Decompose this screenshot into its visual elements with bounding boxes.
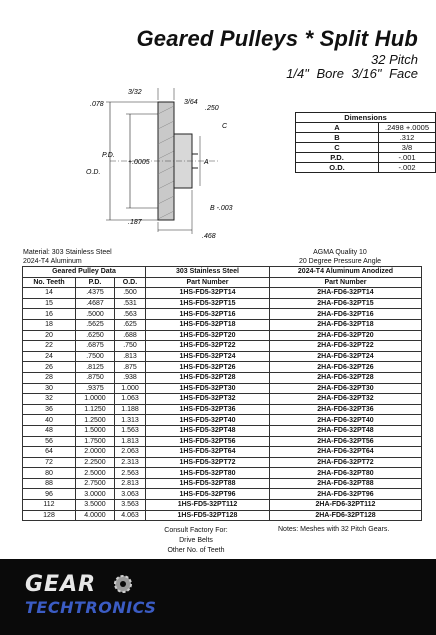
cell-part-aluminum: 2HA-FD6-32PT14 — [270, 288, 422, 299]
cell-part-aluminum: 2HA-FD6-32PT18 — [270, 319, 422, 330]
mesh-note: Notes: Meshes with 32 Pitch Gears. — [278, 526, 390, 533]
cell-teeth: 15 — [23, 298, 76, 309]
table-row — [23, 478, 422, 489]
table-row — [23, 457, 422, 468]
cell-part-aluminum: 2HA-FD6-32PT22 — [270, 341, 422, 352]
cell-teeth: 72 — [23, 457, 76, 468]
table-row — [23, 447, 422, 458]
table-row — [23, 372, 422, 383]
cell-part-aluminum: 2HA-FD6-32PT64 — [270, 447, 422, 458]
cell-teeth: 80 — [23, 468, 76, 479]
dim-tolerance: +.0005 — [128, 159, 150, 166]
dim-c: C — [222, 123, 228, 130]
table-row — [23, 351, 422, 362]
table-row — [23, 394, 422, 405]
agma-line-1: AGMA Quality 10 — [313, 249, 367, 256]
cell-teeth: 18 — [23, 319, 76, 330]
cell-part-stainless: 1HS-FD5-32PT20 — [146, 330, 270, 341]
dim-468: .468 — [202, 233, 216, 240]
dim-b: B -.003 — [210, 205, 233, 212]
cell-teeth: 28 — [23, 372, 76, 383]
cell-part-stainless: 1HS-FD5-32PT64 — [146, 447, 270, 458]
cell-teeth: 96 — [23, 489, 76, 500]
cell-pd: .8125 — [76, 362, 115, 373]
cell-od: .813 — [115, 351, 146, 362]
cell-teeth: 56 — [23, 436, 76, 447]
consult-line-1: Consult Factory For: — [164, 527, 228, 534]
dim-key: C — [296, 143, 379, 153]
dim-value: -.001 — [379, 153, 436, 163]
cell-part-aluminum: 2HA-FD6-32PT24 — [270, 351, 422, 362]
cell-teeth: 40 — [23, 415, 76, 426]
table-row — [23, 404, 422, 415]
cell-od: 2.813 — [115, 478, 146, 489]
cell-part-aluminum: 2HA-FD6-32PT96 — [270, 489, 422, 500]
consult-line-2: Drive Belts — [179, 537, 213, 544]
cell-pd: .4375 — [76, 288, 115, 299]
cell-teeth: 30 — [23, 383, 76, 394]
table-row — [23, 298, 422, 309]
group-header-aluminum: 2024-T4 Aluminum Anodized — [270, 267, 422, 278]
cell-od: .500 — [115, 288, 146, 299]
table-row — [23, 330, 422, 341]
cell-part-stainless: 1HS-FD5-32PT96 — [146, 489, 270, 500]
dim-value: 3/8 — [379, 143, 436, 153]
dim-187: .187 — [128, 219, 142, 226]
cell-pd: 2.2500 — [76, 457, 115, 468]
table-row — [23, 425, 422, 436]
cell-teeth: 88 — [23, 478, 76, 489]
col-header-od: O.D. — [115, 277, 146, 288]
consult-note — [148, 526, 244, 556]
cell-pd: 2.5000 — [76, 468, 115, 479]
cell-teeth: 64 — [23, 447, 76, 458]
cell-od: 2.563 — [115, 468, 146, 479]
cell-part-stainless: 1HS-FD5-32PT88 — [146, 478, 270, 489]
cell-od: 1.813 — [115, 436, 146, 447]
dimensions-table — [295, 112, 436, 173]
cell-teeth: 24 — [23, 351, 76, 362]
cell-od: .563 — [115, 309, 146, 320]
cell-pd: .6250 — [76, 330, 115, 341]
cell-part-stainless: 1HS-FD5-32PT16 — [146, 309, 270, 320]
cell-teeth: 20 — [23, 330, 76, 341]
dim-078: .078 — [90, 101, 104, 108]
cell-part-aluminum: 2HA-FD6-32PT40 — [270, 415, 422, 426]
cell-part-stainless: 1HS-FD5-32PT26 — [146, 362, 270, 373]
cell-od: 1.313 — [115, 415, 146, 426]
cell-od: 1.000 — [115, 383, 146, 394]
dim-key: B — [296, 133, 379, 143]
cell-part-aluminum: 2HA-FD6-32PT72 — [270, 457, 422, 468]
cell-part-aluminum: 2HA-FD6-32PT32 — [270, 394, 422, 405]
dim-od: O.D. — [86, 169, 101, 176]
cell-pd: 2.7500 — [76, 478, 115, 489]
table-row — [23, 468, 422, 479]
cell-part-stainless: 1HS-FD5-32PT40 — [146, 415, 270, 426]
table-row — [23, 341, 422, 352]
table-row — [23, 510, 422, 521]
dim-pd: P.D. — [102, 152, 115, 159]
cell-part-aluminum: 2HA-FD6-32PT80 — [270, 468, 422, 479]
cell-part-aluminum: 2HA-FD6-32PT15 — [270, 298, 422, 309]
cell-od: 3.063 — [115, 489, 146, 500]
material-line-2: 2024-T4 Aluminum — [23, 258, 82, 265]
dim-250: .250 — [205, 105, 219, 112]
cell-part-aluminum: 2HA-FD6-32PT16 — [270, 309, 422, 320]
cell-od: .938 — [115, 372, 146, 383]
parts-table — [22, 266, 422, 521]
pulley-drawing — [70, 84, 270, 244]
table-row — [23, 489, 422, 500]
material-line-1: Material: 303 Stainless Steel — [23, 249, 112, 256]
cell-pd: .6875 — [76, 341, 115, 352]
cell-part-aluminum: 2HA-FD6-32PT48 — [270, 425, 422, 436]
cell-pd: 1.2500 — [76, 415, 115, 426]
cell-part-aluminum: 2HA-FD6-32PT20 — [270, 330, 422, 341]
cell-pd: 3.5000 — [76, 500, 115, 511]
table-row — [23, 309, 422, 320]
dim-key: A — [296, 123, 379, 133]
cell-od: .688 — [115, 330, 146, 341]
dim-a: A — [204, 159, 209, 166]
cell-pd: 4.0000 — [76, 510, 115, 521]
cell-part-stainless: 1HS-FD5-32PT24 — [146, 351, 270, 362]
cell-part-stainless: 1HS-FD5-32PT32 — [146, 394, 270, 405]
cell-teeth: 22 — [23, 341, 76, 352]
cell-od: .531 — [115, 298, 146, 309]
cell-part-stainless: 1HS-FD5-32PT15 — [146, 298, 270, 309]
cell-part-aluminum: 2HA-FD6-32PT30 — [270, 383, 422, 394]
cell-part-stainless: 1HS-FD5-32PT30 — [146, 383, 270, 394]
cell-part-stainless: 1HS-FD5-32PT112 — [146, 500, 270, 511]
bore-face-subtitle: 1/4" Bore 3/16" Face — [286, 66, 418, 81]
cell-od: .625 — [115, 319, 146, 330]
cell-pd: 3.0000 — [76, 489, 115, 500]
cell-od: 1.063 — [115, 394, 146, 405]
gear-icon — [112, 573, 134, 595]
cell-part-stainless: 1HS-FD5-32PT80 — [146, 468, 270, 479]
table-row — [23, 500, 422, 511]
consult-line-3: Other No. of Teeth — [167, 547, 225, 554]
material-note — [23, 248, 112, 266]
brand-logo-techtronics: TECHTRONICS — [25, 598, 157, 617]
cell-od: 4.063 — [115, 510, 146, 521]
cell-part-aluminum: 2HA-FD6-32PT36 — [270, 404, 422, 415]
dimensions-title: Dimensions — [296, 113, 436, 123]
dim-key: O.D. — [296, 163, 379, 173]
cell-part-aluminum: 2HA-FD6-32PT88 — [270, 478, 422, 489]
col-header-part-stainless: Part Number — [146, 277, 270, 288]
cell-teeth: 26 — [23, 362, 76, 373]
cell-teeth: 14 — [23, 288, 76, 299]
cell-pd: .8750 — [76, 372, 115, 383]
cell-part-stainless: 1HS-FD5-32PT56 — [146, 436, 270, 447]
cell-part-stainless: 1HS-FD5-32PT14 — [146, 288, 270, 299]
dim-key: P.D. — [296, 153, 379, 163]
parts-table-body — [23, 288, 422, 521]
pitch-subtitle: 32 Pitch — [371, 52, 418, 67]
cell-pd: .5625 — [76, 319, 115, 330]
dim-value: -.002 — [379, 163, 436, 173]
dim-value: .312 — [379, 133, 436, 143]
cell-teeth: 32 — [23, 394, 76, 405]
dim-value: .2498 +.0005 — [379, 123, 436, 133]
cell-part-aluminum: 2HA-FD6-32PT28 — [270, 372, 422, 383]
cell-part-stainless: 1HS-FD5-32PT128 — [146, 510, 270, 521]
table-row — [23, 383, 422, 394]
group-header-stainless: 303 Stainless Steel — [146, 267, 270, 278]
agma-note — [290, 248, 390, 266]
cell-od: .750 — [115, 341, 146, 352]
col-header-part-aluminum: Part Number — [270, 277, 422, 288]
cell-part-stainless: 1HS-FD5-32PT72 — [146, 457, 270, 468]
cell-teeth: 36 — [23, 404, 76, 415]
cell-part-aluminum: 2HA-FD6-32PT26 — [270, 362, 422, 373]
cell-od: .875 — [115, 362, 146, 373]
cell-teeth: 112 — [23, 500, 76, 511]
cell-od: 1.188 — [115, 404, 146, 415]
cell-pd: 1.0000 — [76, 394, 115, 405]
col-header-teeth: No. Teeth — [23, 277, 76, 288]
cell-od: 1.563 — [115, 425, 146, 436]
table-row — [23, 436, 422, 447]
cell-od: 2.063 — [115, 447, 146, 458]
cell-teeth: 16 — [23, 309, 76, 320]
dim-3-32: 3/32 — [128, 89, 142, 96]
cell-pd: .5000 — [76, 309, 115, 320]
cell-od: 2.313 — [115, 457, 146, 468]
dim-3-64: 3/64 — [184, 99, 198, 106]
group-header-data: Geared Pulley Data — [23, 267, 146, 278]
table-row — [23, 415, 422, 426]
table-row — [23, 288, 422, 299]
cell-part-stainless: 1HS-FD5-32PT48 — [146, 425, 270, 436]
cell-part-aluminum: 2HA-FD6-32PT56 — [270, 436, 422, 447]
brand-banner — [0, 559, 436, 635]
table-row — [23, 319, 422, 330]
cell-part-stainless: 1HS-FD5-32PT28 — [146, 372, 270, 383]
cell-teeth: 48 — [23, 425, 76, 436]
cell-part-stainless: 1HS-FD5-32PT18 — [146, 319, 270, 330]
cell-part-stainless: 1HS-FD5-32PT36 — [146, 404, 270, 415]
cell-od: 3.563 — [115, 500, 146, 511]
cell-part-aluminum: 2HA-FD6-32PT112 — [270, 500, 422, 511]
table-row — [23, 362, 422, 373]
cell-pd: .9375 — [76, 383, 115, 394]
cell-part-aluminum: 2HA-FD6-32PT128 — [270, 510, 422, 521]
cell-pd: 1.5000 — [76, 425, 115, 436]
cell-pd: 1.1250 — [76, 404, 115, 415]
brand-logo-gear: GEAR — [25, 572, 97, 597]
page-title: Geared Pulleys * Split Hub — [136, 26, 418, 51]
cell-pd: .4687 — [76, 298, 115, 309]
col-header-pd: P.D. — [76, 277, 115, 288]
agma-line-2: 20 Degree Pressure Angle — [298, 258, 382, 265]
cell-pd: .7500 — [76, 351, 115, 362]
cell-part-stainless: 1HS-FD5-32PT22 — [146, 341, 270, 352]
cell-teeth: 128 — [23, 510, 76, 521]
cell-pd: 2.0000 — [76, 447, 115, 458]
cell-pd: 1.7500 — [76, 436, 115, 447]
